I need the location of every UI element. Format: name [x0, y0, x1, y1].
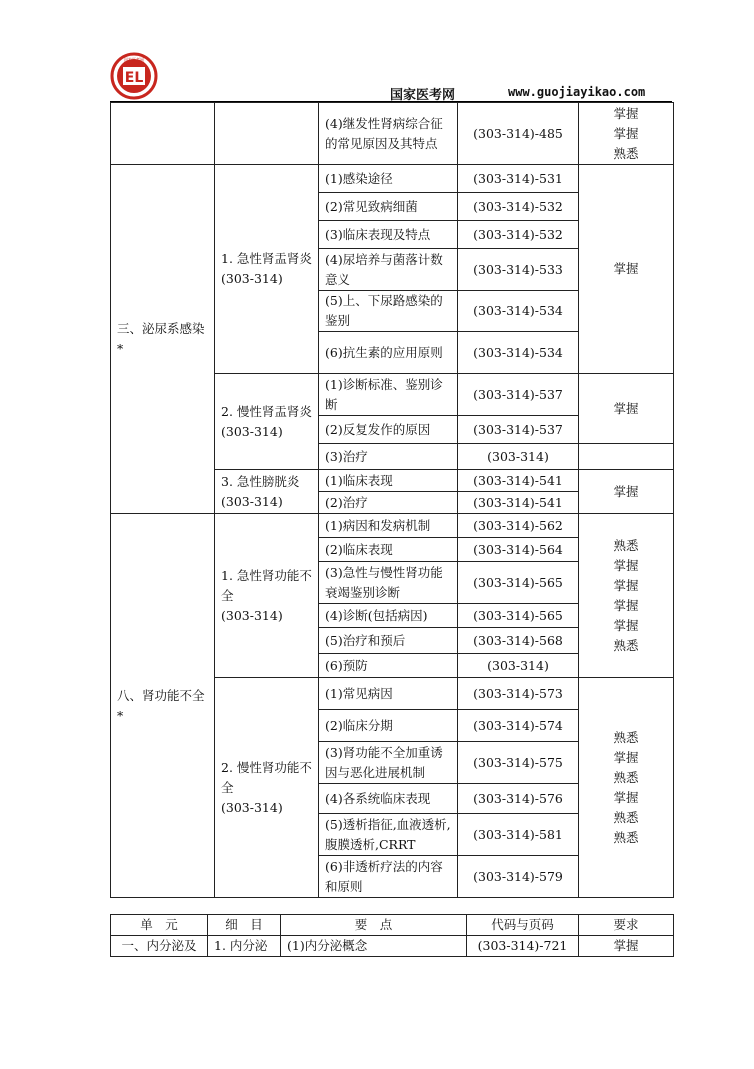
unit-cell: 八、肾功能不全* — [111, 514, 215, 898]
req-cell — [579, 514, 674, 678]
header-cell: 要求 — [579, 915, 674, 936]
req-value: 掌握 — [613, 105, 639, 121]
point-cell: (4)诊断(包括病因) — [319, 604, 458, 628]
code-cell: (303-314)-575 — [458, 742, 579, 784]
header-cell: 代码与页码 — [467, 915, 579, 936]
code-cell: (303-314)-541 — [458, 492, 579, 514]
unit-cell — [111, 103, 215, 165]
header-cell: 细 目 — [208, 915, 281, 936]
code-cell: (303-314)-568 — [458, 628, 579, 654]
code-cell: (303-314) — [458, 444, 579, 470]
subitem-cell — [215, 165, 319, 374]
point-cell: (3)肾功能不全加重诱因与恶化进展机制 — [319, 742, 458, 784]
code-cell: (303-314)-537 — [458, 374, 579, 416]
point-cell: (6)非透析疗法的内容和原则 — [319, 856, 458, 898]
point-cell: (5)治疗和预后 — [319, 628, 458, 654]
subitem-title: 1. 急性肾功能不全 — [221, 567, 312, 603]
req-value: 熟悉 — [613, 769, 639, 785]
code-cell: (303-314)-532 — [458, 193, 579, 221]
subitem-code: (303-314) — [221, 799, 283, 815]
point-cell: (3)治疗 — [319, 444, 458, 470]
subitem-code: (303-314) — [221, 271, 283, 286]
code-cell: (303-314)-721 — [467, 936, 579, 957]
point-cell: (6)抗生素的应用原则 — [319, 332, 458, 374]
code-cell: (303-314)-531 — [458, 165, 579, 193]
point-cell: (3)临床表现及特点 — [319, 221, 458, 249]
unit-cell: 三、泌尿系感染* — [111, 165, 215, 514]
point-cell: (1)临床表现 — [319, 470, 458, 492]
code-cell: (303-314)-579 — [458, 856, 579, 898]
code-cell: (303-314)-485 — [458, 103, 579, 165]
subitem-cell — [215, 470, 319, 514]
subitem-code: (303-314) — [221, 493, 283, 509]
svg-text:国家医考网: 国家医考网 — [124, 57, 144, 62]
code-cell: (303-314)-576 — [458, 784, 579, 814]
code-cell: (303-314)-574 — [458, 710, 579, 742]
code-cell: (303-314)-562 — [458, 514, 579, 538]
point-cell: (5)上、下尿路感染的鉴别 — [319, 291, 458, 332]
subitem-cell: 1. 内分泌 — [208, 936, 281, 957]
subitem-cell — [215, 103, 319, 165]
req-cell — [579, 678, 674, 898]
req-value: 掌握 — [613, 125, 639, 141]
subitem-title: 2. 慢性肾盂肾炎 — [221, 403, 312, 419]
req-cell — [579, 103, 674, 165]
point-cell: (1)病因和发病机制 — [319, 514, 458, 538]
point-cell: (2)临床分期 — [319, 710, 458, 742]
syllabus-table — [110, 102, 674, 898]
point-cell: (5)透析指征,血液透析,腹膜透析,CRRT — [319, 814, 458, 856]
point-cell: (4)尿培养与菌落计数意义 — [319, 249, 458, 291]
req-value: 熟悉 — [613, 829, 639, 845]
req-cell: 掌握 — [579, 470, 674, 514]
subitem-code: (303-314) — [221, 607, 283, 623]
req-cell: 掌握 — [579, 165, 674, 374]
code-cell: (303-314)-541 — [458, 470, 579, 492]
subitem-title: 3. 急性膀胱炎 — [221, 473, 300, 489]
point-cell: (1)诊断标准、鉴别诊断 — [319, 374, 458, 416]
code-cell: (303-314)-565 — [458, 562, 579, 604]
req-value: 掌握 — [613, 789, 639, 805]
site-name: 国家医考网 — [390, 88, 456, 103]
req-cell: 掌握 — [579, 374, 674, 444]
req-value: 熟悉 — [613, 809, 639, 825]
code-cell: (303-314)-533 — [458, 249, 579, 291]
point-cell: (1)常见病因 — [319, 678, 458, 710]
code-cell: (303-314)-564 — [458, 538, 579, 562]
point-cell: (1)感染途径 — [319, 165, 458, 193]
code-cell: (303-314)-565 — [458, 604, 579, 628]
req-value: 熟悉 — [613, 537, 639, 553]
req-value: 掌握 — [613, 749, 639, 765]
point-cell: (2)临床表现 — [319, 538, 458, 562]
req-value: 掌握 — [613, 597, 639, 613]
svg-text:EL: EL — [124, 70, 144, 86]
code-cell: (303-314)-534 — [458, 291, 579, 332]
header-cell: 单 元 — [111, 915, 208, 936]
req-value: 掌握 — [613, 617, 639, 633]
point-cell: (2)反复发作的原因 — [319, 416, 458, 444]
point-cell: (1)内分泌概念 — [281, 936, 467, 957]
subitem-cell — [215, 374, 319, 470]
req-value: 熟悉 — [613, 637, 639, 653]
req-cell — [579, 444, 674, 470]
code-cell: (303-314) — [458, 654, 579, 678]
point-cell: (4)各系统临床表现 — [319, 784, 458, 814]
subitem-cell — [215, 678, 319, 898]
point-cell: (3)急性与慢性肾功能衰竭鉴别诊断 — [319, 562, 458, 604]
site-url[interactable]: www.guojiayikao.com — [508, 85, 646, 99]
syllabus-table-2 — [110, 914, 674, 957]
logo-seal — [110, 52, 158, 100]
point-cell: (4)继发性肾病综合征的常见原因及其特点 — [319, 103, 458, 165]
req-value: 熟悉 — [613, 145, 639, 161]
subitem-cell — [215, 514, 319, 678]
subitem-title: 1. 急性肾盂肾炎 — [221, 251, 312, 266]
req-value: 熟悉 — [613, 729, 639, 745]
point-cell: (2)治疗 — [319, 492, 458, 514]
code-cell: (303-314)-532 — [458, 221, 579, 249]
subitem-code: (303-314) — [221, 423, 283, 439]
code-cell: (303-314)-573 — [458, 678, 579, 710]
point-cell: (6)预防 — [319, 654, 458, 678]
header-cell: 要 点 — [281, 915, 467, 936]
code-cell: (303-314)-581 — [458, 814, 579, 856]
code-cell: (303-314)-534 — [458, 332, 579, 374]
req-cell: 掌握 — [579, 936, 674, 957]
unit-cell: 一、内分泌及 — [111, 936, 208, 957]
point-cell: (2)常见致病细菌 — [319, 193, 458, 221]
subitem-title: 2. 慢性肾功能不全 — [221, 759, 312, 795]
req-value: 掌握 — [613, 577, 639, 593]
code-cell: (303-314)-537 — [458, 416, 579, 444]
req-value: 掌握 — [613, 557, 639, 573]
